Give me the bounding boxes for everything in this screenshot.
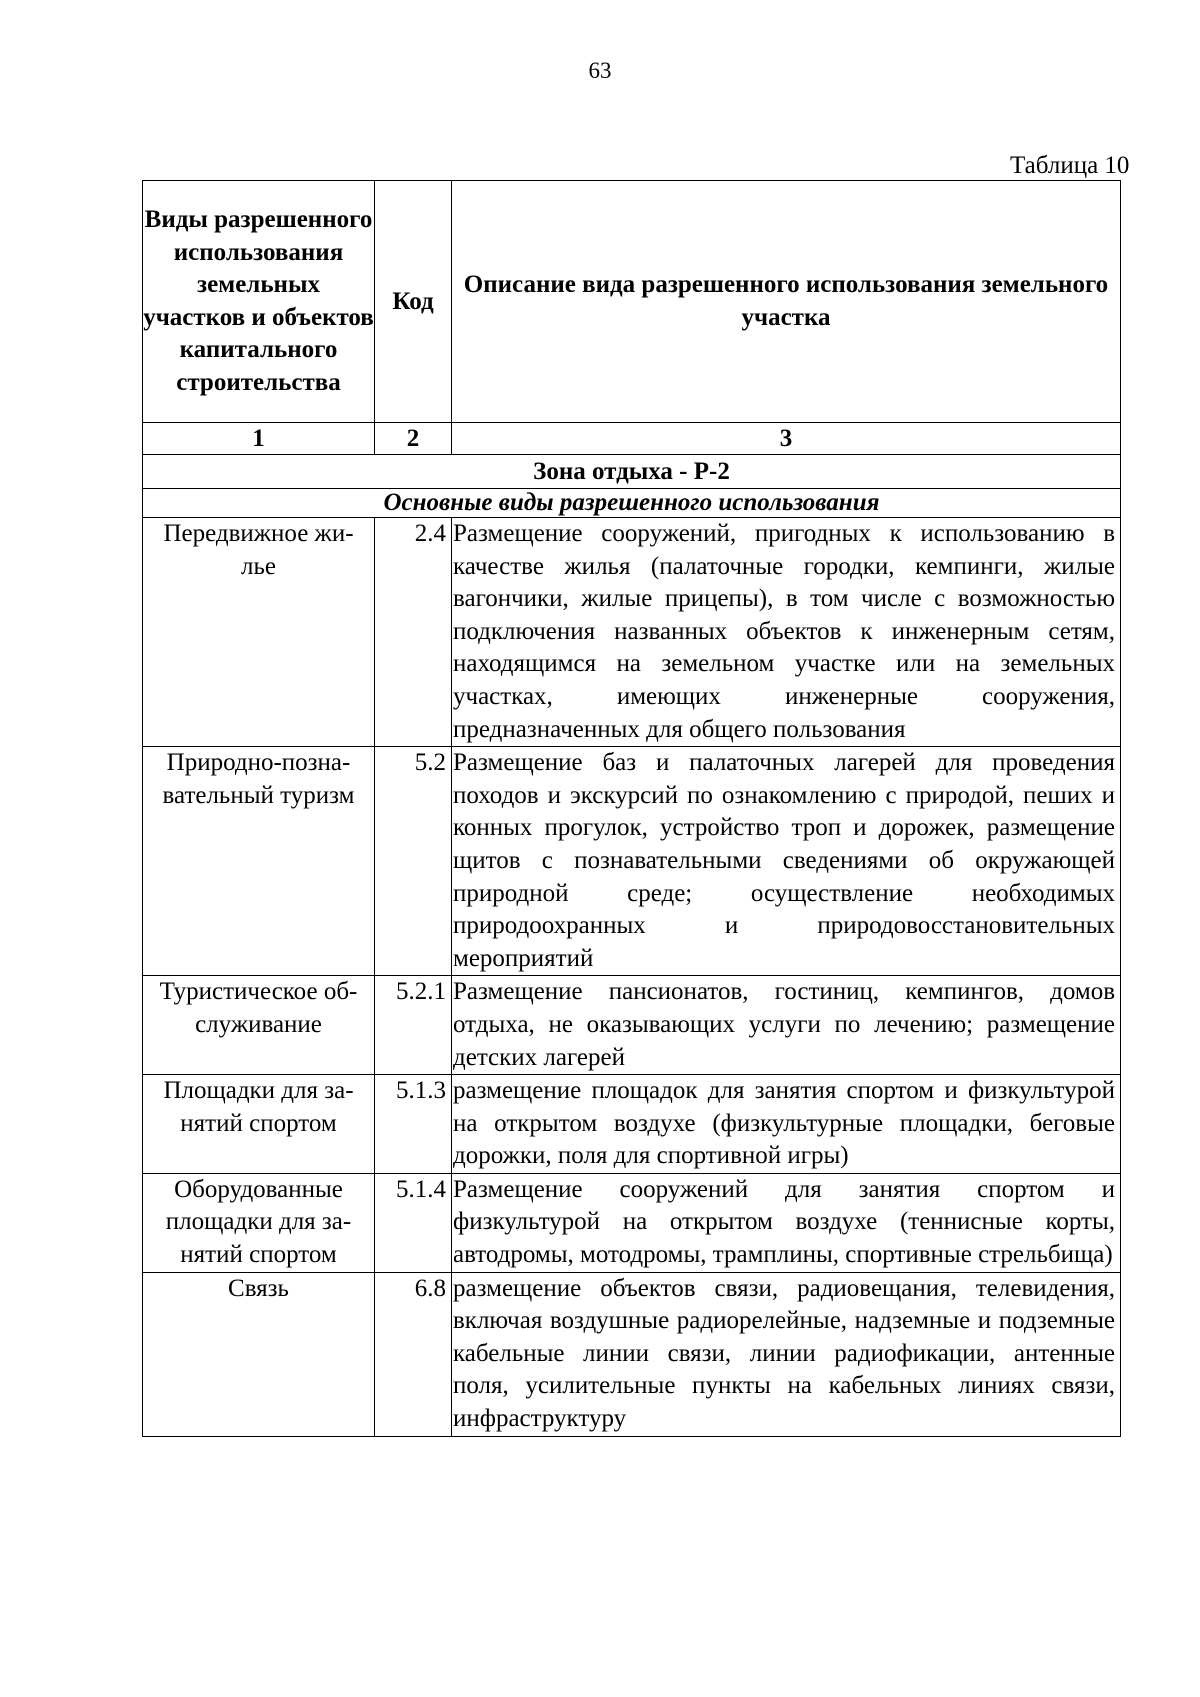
row-code: 5.2 <box>375 747 452 976</box>
page-number: 63 <box>588 58 612 83</box>
row-code: 5.1.3 <box>375 1075 452 1174</box>
zone-title: Зона отдыха - Р-2 <box>143 455 1121 489</box>
row-description: Размещение сооружений для занятия спортом и физкультурой на открытом воздухе (теннисные корты, автодромы, мотодромы, трамплины, спортивные стрельбища) <box>452 1173 1121 1272</box>
table-row <box>143 518 1121 747</box>
row-description: Размещение сооружений, пригодных к использованию в качестве жилья (палаточные городки, кемпинги, жилые вагончики, жилые прицепы), в том числе с возможностью подключения названных объектов к инженерным сетям, находящимся на земельном участке или на земельных участках, имеющих инженерные сооружения, предназначенных для общего пользования <box>452 518 1121 747</box>
table-row <box>143 747 1121 976</box>
header-col-code: Код <box>375 181 452 423</box>
table-row <box>143 1272 1121 1436</box>
row-name: Передвижное жи- лье <box>143 518 375 747</box>
row-name: Природно-позна- вательный туризм <box>143 747 375 976</box>
row-description: размещение объектов связи, радиовещания, телевидения, включая воздушные радиорелейные, надземные и подземные кабельные линии связи, линии радиофикации, антенные поля, усилительные пункты на кабельных линиях связи, инфраструктуру <box>452 1272 1121 1436</box>
row-code: 5.1.4 <box>375 1173 452 1272</box>
row-description: Размещение баз и палаточных лагерей для проведения походов и экскурсий по ознакомлению с природой, пеших и конных прогулок, устройство троп и дорожек, размещение щитов с познавательными сведениями об окружающей природной среде; осуществление необходимых природоохранных и природовосстановительных мероприятий <box>452 747 1121 976</box>
header-col-description: Описание вида разрешенного использования земельного участка <box>452 181 1121 423</box>
row-name: Связь <box>143 1272 375 1436</box>
section-title: Основные виды разрешенного использования <box>143 489 1121 518</box>
column-number-row <box>143 423 1121 455</box>
row-name: Туристическое об- служивание <box>143 976 375 1075</box>
zone-title-row <box>143 455 1121 489</box>
table-header-row <box>143 181 1121 423</box>
column-number: 1 <box>143 423 375 455</box>
header-col-name: Виды разрешенного использования земельных участков и объектов капитального строительства <box>143 181 375 423</box>
row-description: размещение площадок для занятия спортом и физкультурой на открытом воздухе (физкультурные площадки, беговые дорожки, поля для спортивной игры) <box>452 1075 1121 1174</box>
row-code: 2.4 <box>375 518 452 747</box>
land-use-table <box>142 180 1121 1437</box>
row-name: Оборудованные площадки для за- нятий спортом <box>143 1173 375 1272</box>
row-code: 6.8 <box>375 1272 452 1436</box>
column-number: 2 <box>375 423 452 455</box>
row-code: 5.2.1 <box>375 976 452 1075</box>
row-name: Площадки для за- нятий спортом <box>143 1075 375 1174</box>
column-number: 3 <box>452 423 1121 455</box>
table-row <box>143 976 1121 1075</box>
section-title-row <box>143 489 1121 518</box>
row-description: Размещение пансионатов, гостиниц, кемпингов, домов отдыха, не оказывающих услуги по лечению; размещение детских лагерей <box>452 976 1121 1075</box>
table-caption: Таблица 10 <box>1010 152 1130 179</box>
table-row <box>143 1075 1121 1174</box>
table-row <box>143 1173 1121 1272</box>
